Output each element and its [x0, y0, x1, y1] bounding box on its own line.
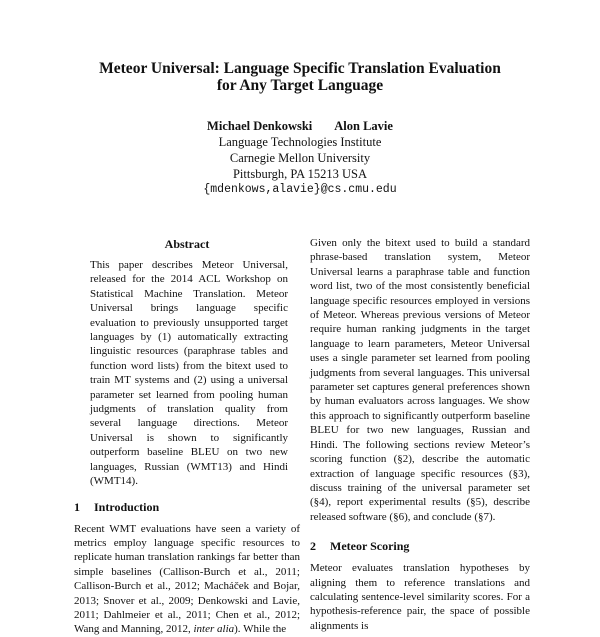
abstract-text: This paper describes Meteor Universal, released for the 2014 ACL Workshop on Statistical Machine Translation. Meteor Universal brings language specific evaluation to previously unsupported target languages by (1) automatically extracting linguistic resources (paraphrase tables and function word lists) from the bitext used to train MT systems and (2) using a universal parameter set learned from pooling human judgments of translation quality from several language directions. Meteor Universal is shown to significantly outperform baseline BLEU on two new languages, Russian (WMT13) and Hindi (WMT14). — [90, 259, 288, 488]
section-1-title: Introduction — [94, 499, 160, 514]
title-line-1: Meteor Universal: Language Specific Translation Evaluation — [99, 60, 501, 77]
author-block — [0, 118, 600, 198]
author-1: Michael Denkowski — [207, 119, 313, 133]
title-line-2: for Any Target Language — [216, 77, 384, 94]
paper-title — [0, 60, 600, 94]
author-names — [0, 118, 600, 134]
section-2-title: Meteor Scoring — [330, 539, 410, 554]
affiliation-line-3: Pittsburgh, PA 15213 USA — [232, 167, 368, 181]
section-2-heading — [310, 538, 530, 554]
section-2-text: Meteor evaluates translation hypotheses by aligning them to reference translations and calculating sentence-level similarity scores. For a hypothesis-reference pair, the space of possible alignments is — [310, 562, 530, 632]
author-2: Alon Lavie — [334, 119, 393, 133]
section-1-text-end: ). While the — [234, 623, 287, 636]
affiliation-line-1: Language Technologies Institute — [218, 135, 382, 149]
left-column — [74, 236, 300, 637]
section-1-heading — [74, 499, 300, 515]
section-2-number: 2 — [310, 539, 316, 554]
author-email: {mdenkows,alavie}@cs.cmu.edu — [203, 183, 397, 196]
right-column — [310, 236, 530, 633]
section-1-text-italic: inter alia — [193, 623, 235, 636]
abstract-heading: Abstract — [164, 237, 210, 251]
right-column-text: Given only the bitext used to build a standard phrase-based translation system, Meteor Universal learns a paraphrase table and function word list, two of the most consistently beneficial language specific resources employed in versions of Meteor. Whereas previous versions of Meteor require human ranking judgments in the target language to learn parameters, Meteor Universal uses a single parameter set learned from pooling judgments from several languages. This universal parameter set captures general preferences shown by human evaluators across languages. We show this approach to significantly outperform baseline BLEU for two new languages, Russian and Hindi. The following sections review Meteor’s scoring function (§2), describe the automatic extraction of language specific resources (§3), discuss training of the universal parameter set (§4), report experimental results (§5), describe released software (§6), and conclude (§7). — [310, 237, 530, 523]
section-1-number: 1 — [74, 499, 80, 514]
section-1-text — [74, 522, 300, 637]
section-1-text-main: Recent WMT evaluations have seen a variety of metrics employ language specific resources to replicate human translation rankings far better than simple baselines (Callison-Burch et al., 2011; Callison-Burch et al., 2012; Macháček and Bojar, 2013; Snover et al., 2009; Denkowski and Lavie, 2011; Dahlmeier et al., 2011; Chen et al., 2012; Wang and Manning, 2012, — [74, 522, 300, 636]
affiliation-line-2: Carnegie Mellon University — [229, 151, 371, 165]
